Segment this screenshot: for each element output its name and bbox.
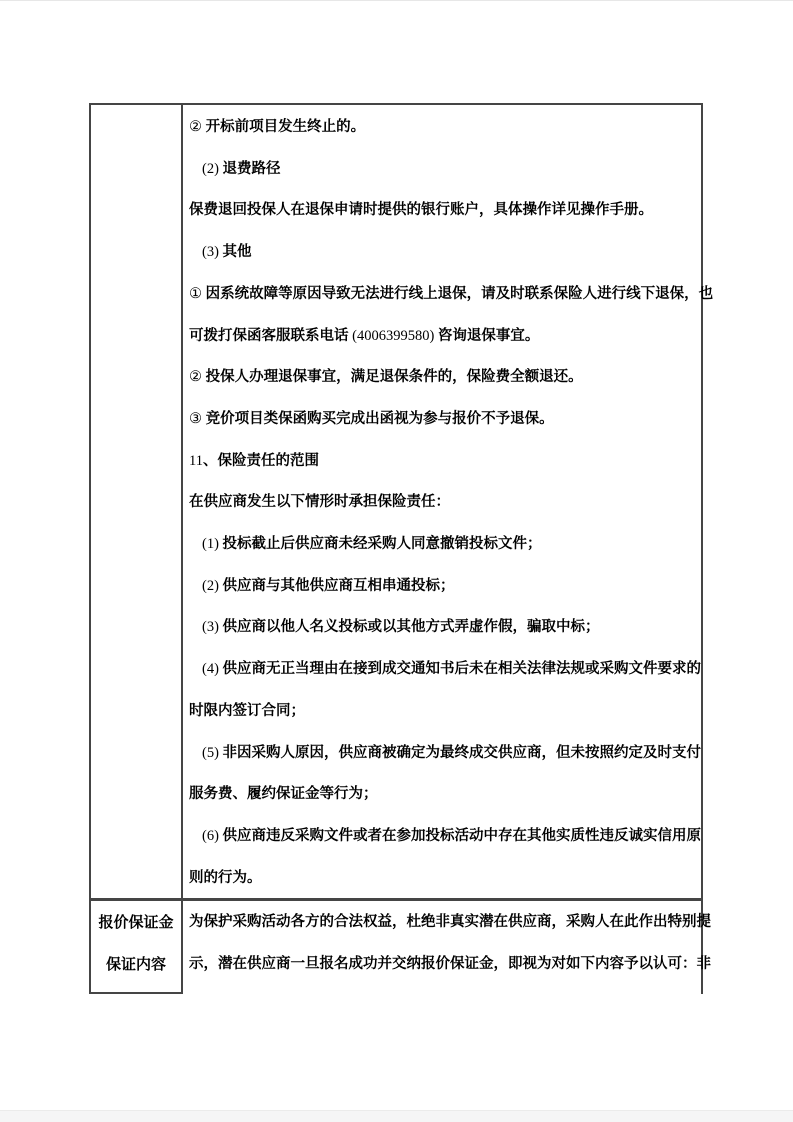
content-table (89, 103, 714, 994)
paragraph-line: 可拨打保函客服联系电话 (4006399580) 咨询退保事宜。 (189, 327, 540, 344)
table-cell-row2-header (91, 901, 181, 994)
list-item-continuation-line: 服务费、履约保证金等行为； (189, 786, 378, 803)
paragraph-line: ② 投保人办理退保事宜，满足退保条件的，保险费全额退还。 (189, 369, 583, 386)
paragraph-line: 保费退回投保人在退保申请时提供的银行账户，具体操作详见操作手册。 (189, 202, 653, 219)
list-item-continuation-line: 时限内签订合同； (189, 702, 305, 719)
table-cell-row1-content (183, 105, 714, 898)
paragraph-line: ③ 竞价项目类保函购买完成出函视为参与报价不予退保。 (189, 410, 554, 427)
list-item-line: (3) 供应商以他人名义投标或以其他方式弄虚作假，骗取中标； (202, 619, 600, 636)
list-item-line: (4) 供应商无正当理由在接到成交通知书后未在相关法律法规或采购文件要求的 (202, 661, 702, 678)
paragraph-line: 示，潜在供应商一旦报名成功并交纳报价保证金，即视为对如下内容予以认可：非 (189, 955, 711, 972)
section-title-line: 11、保险责任的范围 (189, 452, 319, 469)
page-top-divider (0, 0, 793, 1)
paragraph-line: (2) 退费路径 (202, 160, 281, 177)
paragraph-line: 在供应商发生以下情形时承担保险责任： (189, 494, 450, 511)
paragraph-line: ① 因系统故障等原因导致无法进行线上退保，请及时联系保险人进行线下退保，也 (189, 285, 714, 302)
row2-header-line: 保证内容 (105, 955, 166, 973)
list-item-line: (1) 投标截止后供应商未经采购人同意撤销投标文件； (202, 536, 542, 553)
table-cell-row1-header (91, 105, 181, 898)
page-bottom-gutter (0, 1110, 793, 1122)
list-item-line: (2) 供应商与其他供应商互相串通投标； (202, 577, 455, 594)
list-item-line: (6) 供应商违反采购文件或者在参加投标活动中存在其他实质性违反诚实信用原 (202, 827, 702, 844)
paragraph-line: ② 开标前项目发生终止的。 (189, 119, 366, 135)
row2-header-line: 报价保证金 (98, 914, 174, 931)
list-item-line: (5) 非因采购人原因，供应商被确定为最终成交供应商，但未按照约定及时支付 (202, 744, 702, 761)
paragraph-line: 为保护采购活动各方的合法权益，杜绝非真实潜在供应商，采购人在此作出特别提 (189, 914, 711, 930)
paragraph-line: (3) 其他 (202, 244, 252, 261)
list-item-continuation-line: 则的行为。 (189, 869, 262, 886)
table-cell-row2-content (183, 901, 711, 994)
